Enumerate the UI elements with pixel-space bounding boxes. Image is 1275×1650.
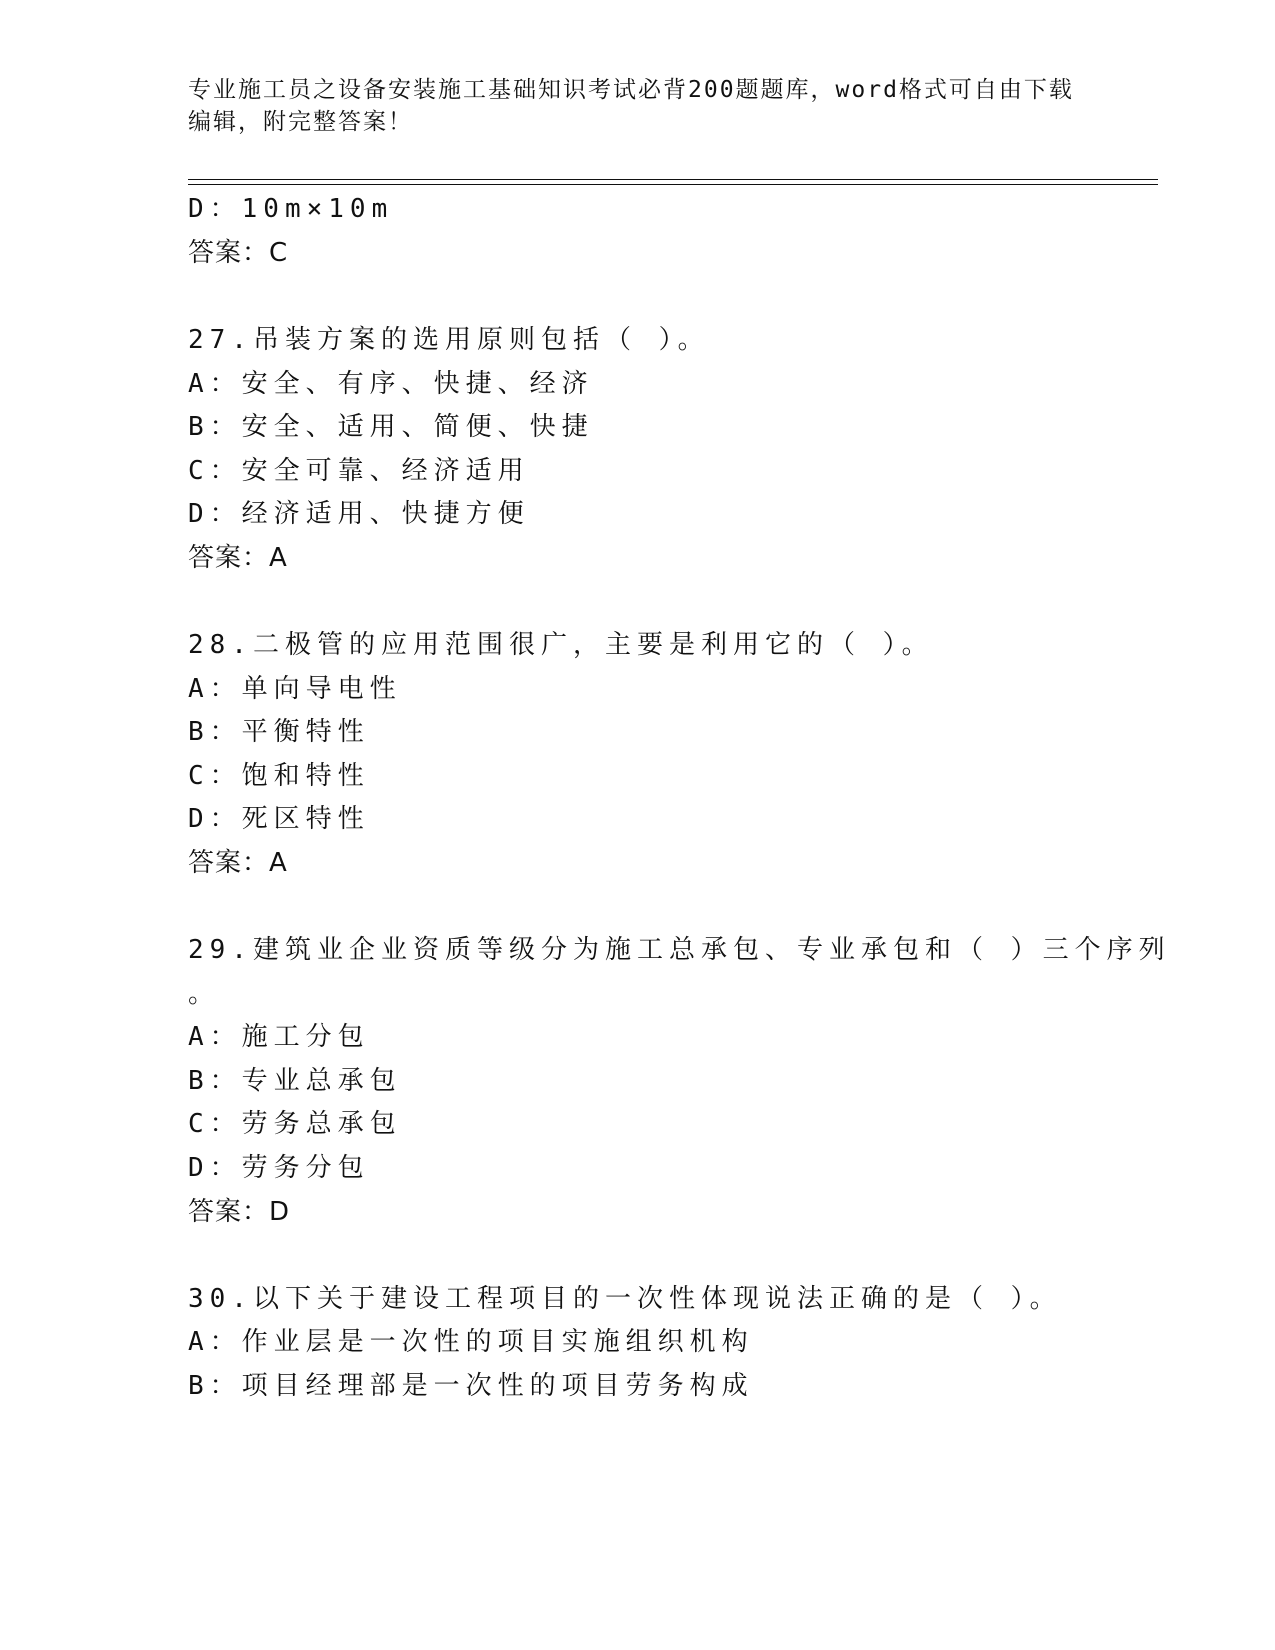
option-d: D：劳务分包 xyxy=(188,1153,370,1183)
header-title-line1: 专业施工员之设备安装施工基础知识考试必背200题题库，word格式可自由下载 xyxy=(188,77,1074,103)
header-title-line2: 编辑，附完整答案！ xyxy=(188,109,413,135)
answer-line: 答案：A xyxy=(188,848,288,878)
question-stem-continuation: 。 xyxy=(188,979,221,1009)
question-stem: 28.二极管的应用范围很广，主要是利用它的（ ）。 xyxy=(188,630,934,660)
option-b: B：专业总承包 xyxy=(188,1066,402,1096)
header-divider-bottom xyxy=(188,184,1158,185)
answer-line: 答案：A xyxy=(188,543,288,573)
question-stem: 29.建筑业企业资质等级分为施工总承包、专业承包和（ ）三个序列 xyxy=(188,935,1171,965)
document-header xyxy=(188,74,1088,138)
option-a: A：单向导电性 xyxy=(188,674,402,704)
option-b: B：项目经理部是一次性的项目劳务构成 xyxy=(188,1371,754,1401)
option-d: D：死区特性 xyxy=(188,804,370,834)
option-d: D：10m×10m xyxy=(188,194,394,224)
option-d: D：经济适用、快捷方便 xyxy=(188,499,530,529)
answer-line: 答案：D xyxy=(188,1197,291,1227)
option-a: A：施工分包 xyxy=(188,1022,370,1052)
option-c: C：安全可靠、经济适用 xyxy=(188,456,530,486)
header-divider-top xyxy=(188,179,1158,180)
option-a: A：安全、有序、快捷、经济 xyxy=(188,369,594,399)
question-stem: 27.吊装方案的选用原则包括（ ）。 xyxy=(188,325,710,355)
answer-line: 答案：C xyxy=(188,238,289,268)
option-a: A：作业层是一次性的项目实施组织机构 xyxy=(188,1327,754,1357)
option-b: B：安全、适用、简便、快捷 xyxy=(188,412,594,442)
option-b: B：平衡特性 xyxy=(188,717,370,747)
option-c: C：劳务总承包 xyxy=(188,1109,402,1139)
question-stem: 30.以下关于建设工程项目的一次性体现说法正确的是（ ）。 xyxy=(188,1284,1062,1314)
option-c: C：饱和特性 xyxy=(188,761,370,791)
